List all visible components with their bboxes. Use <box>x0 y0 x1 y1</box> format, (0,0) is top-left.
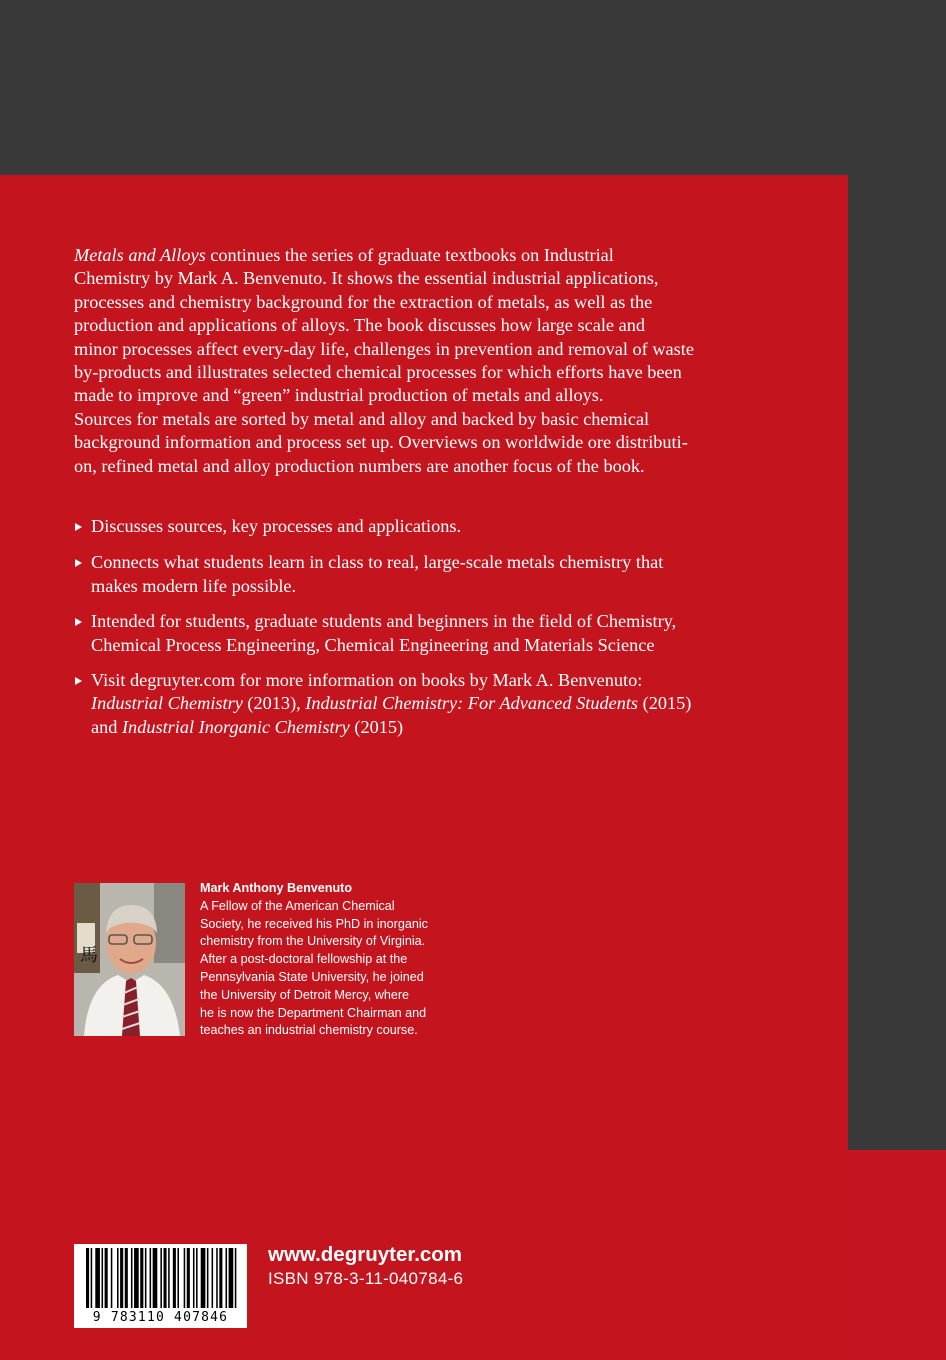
author-photo <box>74 883 185 1036</box>
book-title-italic: Metals and Alloys <box>74 245 206 265</box>
barcode-bar <box>153 1248 158 1308</box>
barcode-bar <box>86 1248 89 1308</box>
description-line-8: Sources for metals are sorted by metal and alloy and backed by basic chemical <box>74 408 650 429</box>
feature-item: Discusses sources, key processes and applications. <box>74 515 794 538</box>
feature-list <box>74 515 794 751</box>
barcode-bar <box>105 1248 108 1308</box>
feature-item: Visit degruyter.com for more information on books by Mark A. Benvenuto: Industrial Chemistry (2013), Industrial Chemistry: For Advanced Students (2015) and Industrial Inorganic Chemistry (2015) <box>74 669 794 739</box>
isbn-number: ISBN 978-3-11-040784-6 <box>268 1269 464 1288</box>
barcode-bar <box>187 1248 190 1308</box>
barcode-bar <box>111 1248 113 1308</box>
barcode-digits: 9 783110 407846 <box>92 1310 229 1325</box>
barcode-bar <box>207 1248 209 1308</box>
feature-item: Intended for students, graduate students and beginners in the field of Chemistry, Chemical Process Engineering, Chemical Engineering and Materials Science <box>74 610 794 657</box>
description-line-5: minor processes affect every-day life, challenges in prevention and removal of waste <box>74 338 694 359</box>
description-line-2: Chemistry by Mark A. Benvenuto. It shows the essential industrial applications, <box>74 268 659 289</box>
description-line-7: made to improve and “green” industrial production of metals and alloys. <box>74 385 604 406</box>
barcode-bar <box>193 1248 195 1308</box>
description-line-10: on, refined metal and alloy production numbers are another focus of the book. <box>74 455 645 476</box>
barcode-bar <box>216 1248 218 1308</box>
bio-line: Pennsylvania State University, he joined <box>200 969 424 984</box>
barcode-bar <box>201 1248 206 1308</box>
barcode-bar <box>117 1248 119 1308</box>
bio-line: Society, he received his PhD in inorganic <box>200 916 428 931</box>
description-line-4: production and applications of alloys. The book discusses how large scale and <box>74 315 645 336</box>
barcode-bar <box>150 1248 152 1308</box>
svg-text:馬: 馬 <box>80 945 98 966</box>
barcode-bar <box>134 1248 139 1308</box>
bio-line: chemistry from the University of Virginia. <box>200 934 426 949</box>
barcode-bar <box>164 1248 167 1308</box>
bio-line: A Fellow of the American Chemical <box>200 898 395 913</box>
barcode-bar <box>235 1248 237 1308</box>
barcode-bar <box>226 1248 228 1308</box>
bio-line: he is now the Department Chairman and <box>200 1005 427 1020</box>
bio-line: After a post-doctoral fellowship at the <box>200 952 408 967</box>
barcode-bar <box>196 1248 198 1308</box>
publisher-website[interactable]: www.degruyter.com <box>268 1243 463 1266</box>
barcode-bar <box>145 1248 147 1308</box>
barcode-bar <box>140 1248 143 1308</box>
author-bio <box>200 880 500 1040</box>
bio-line: teaches an industrial chemistry course. <box>200 1023 418 1038</box>
barcode-bar <box>125 1248 128 1308</box>
barcode-bar <box>91 1248 93 1308</box>
description-line-9: background information and process set up. Overviews on worldwide ore distributi- <box>74 432 688 453</box>
barcode-bar <box>120 1248 123 1308</box>
barcode-bar <box>95 1248 100 1308</box>
description-line-3: processes and chemistry background for the extraction of metals, as well as the <box>74 291 653 312</box>
author-name: Mark Anthony Benvenuto <box>200 881 353 895</box>
barcode-bar <box>229 1248 234 1308</box>
description-line-1: Metals and Alloys continues the series of graduate textbooks on Industrial <box>74 245 614 265</box>
barcode-bar <box>219 1248 222 1308</box>
barcode-bar <box>184 1248 186 1308</box>
bio-line: the University of Detroit Mercy, where <box>200 987 410 1002</box>
barcode-bar <box>177 1248 179 1308</box>
description-line-6: by-products and illustrates selected chemical processes for which efforts have been <box>74 362 682 383</box>
barcode-bar <box>173 1248 176 1308</box>
barcode-bar <box>160 1248 162 1308</box>
barcode-bar <box>168 1248 170 1308</box>
right-dark-band <box>848 175 946 1150</box>
barcode-bars <box>74 1244 247 1310</box>
right-red-strip <box>848 1150 946 1360</box>
barcode-bar <box>131 1248 133 1308</box>
barcode-bar <box>102 1248 104 1308</box>
top-dark-band <box>0 0 946 175</box>
book-description <box>74 244 794 478</box>
feature-item: Connects what students learn in class to real, large-scale metals chemistry that makes modern life possible. <box>74 551 794 598</box>
barcode-bar <box>212 1248 214 1308</box>
author-portrait-icon <box>74 883 185 1036</box>
isbn-barcode <box>74 1244 247 1328</box>
